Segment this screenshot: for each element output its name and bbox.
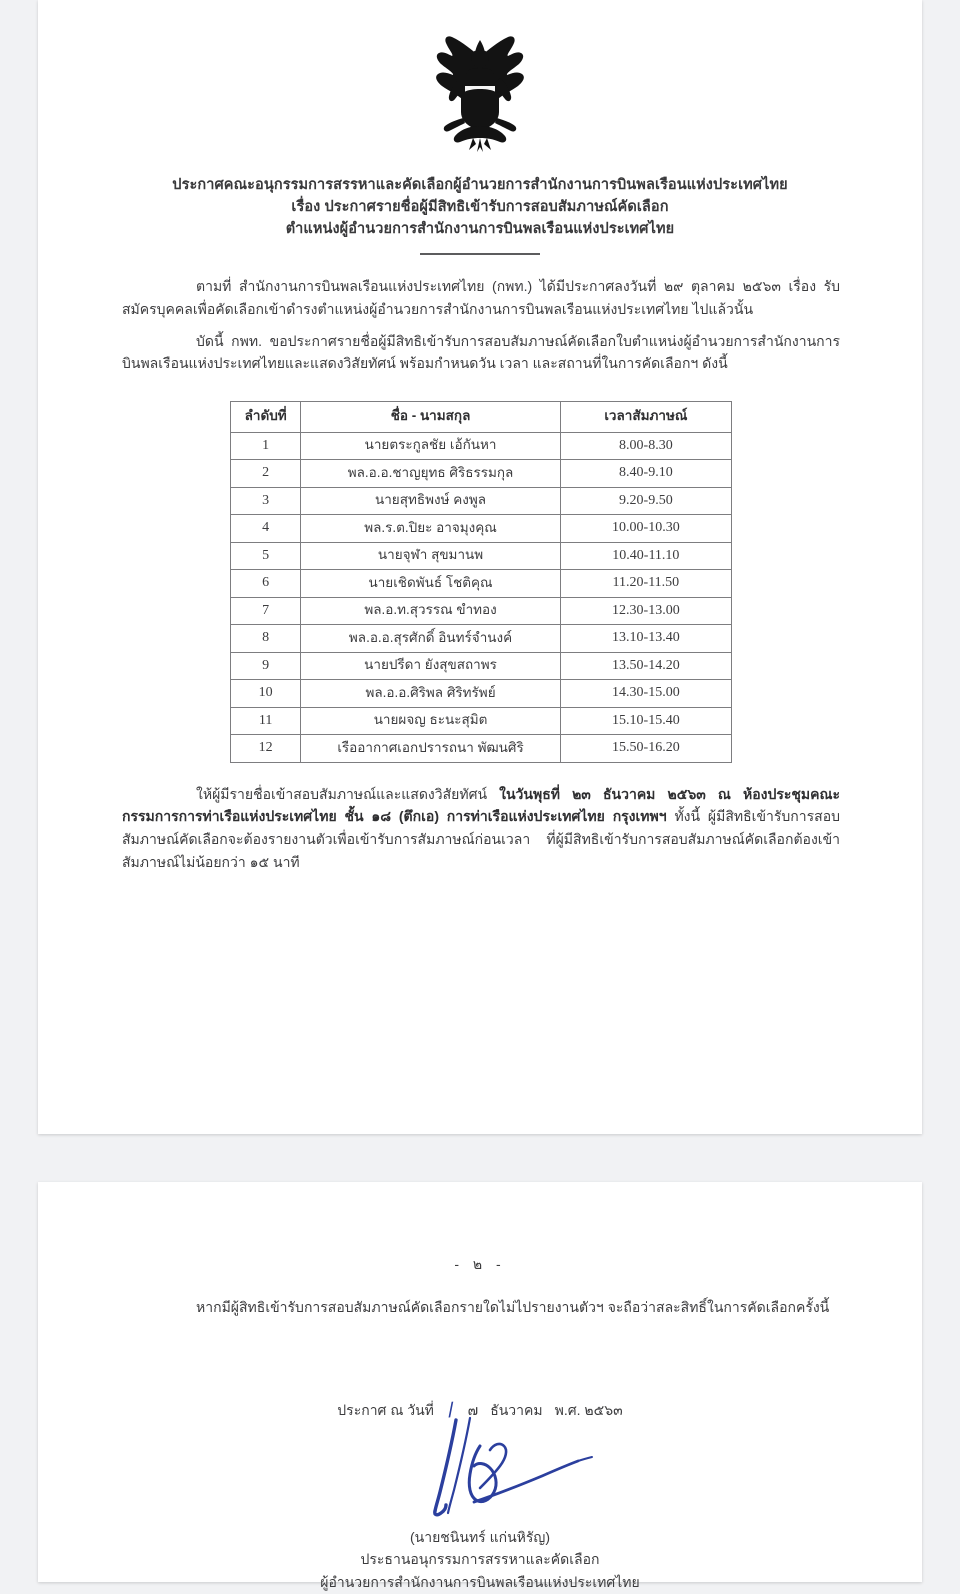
cell-no: 10 — [231, 680, 301, 708]
column-header-name: ชื่อ - นามสกุล — [301, 401, 560, 432]
paragraph-announcement — [122, 330, 840, 375]
paragraph-reference-text: ตามที่ สำนักงานการบินพลเรือนแห่งประเทศไทย (กพท.) ได้มีประกาศลงวันที่ ๒๙ ตุลาคม ๒๕๖๓ เรื่อง รับสมัครบุคคลเพื่อคัดเลือกเข้าดำรงตำแหน่งผู้อำนวยการสำนักงานการบินพลเรือนแห่งประเทศไทย ไปแล้วนั้น — [122, 278, 840, 317]
cell-time: 15.50-16.20 — [560, 735, 731, 763]
cell-time: 13.10-13.40 — [560, 625, 731, 653]
table-row — [231, 597, 732, 625]
page-separator — [0, 1134, 960, 1182]
signature-area — [38, 1422, 922, 1526]
cell-name: พล.อ.อ.สุรศักดิ์ อินทร์จำนงค์ — [301, 625, 560, 653]
interview-schedule-table — [230, 401, 732, 763]
cell-name: พล.อ.ท.สุวรรณ ขำทอง — [301, 597, 560, 625]
cell-name: นายสุทธิพงษ์ คงพูล — [301, 487, 560, 515]
handwritten-slash: / — [447, 1398, 455, 1422]
paragraph-forfeiture-text: หากมีผู้สิทธิเข้ารับการสอบสัมภาษณ์คัดเลือกรายใดไม่ไปรายงานตัวฯ จะถือว่าสละสิทธิ์ในการคัดเลือกครั้งนี้ — [196, 1299, 830, 1315]
paragraph-reference — [122, 275, 840, 320]
paragraph-venue-highlight: ในวันพุธที่ ๒๓ ธันวาคม ๒๕๖๓ ณ ห้องประชุมคณะกรรมการการท่าเรือแห่งประเทศไทย ชั้น ๑๘ (ตึกเอ) การท่าเรือแห่งประเทศไทย กรุงเทพฯ — [122, 785, 840, 825]
signer-title-1: ประธานอนุกรรมการสรรหาและคัดเลือก — [360, 1551, 600, 1568]
cell-time: 13.50-14.20 — [560, 652, 731, 680]
signature-block — [38, 1526, 922, 1594]
cell-no: 1 — [231, 432, 301, 460]
title-line-3: ตำแหน่งผู้อำนวยการสำนักงานการบินพลเรือนแห่งประเทศไทย — [285, 220, 675, 237]
table-row — [231, 680, 732, 708]
cell-name: นายเชิดพันธ์ โชติคุณ — [301, 570, 560, 598]
emblem-container — [38, 0, 922, 159]
table-row — [231, 460, 732, 488]
page-1-body — [38, 275, 922, 873]
cell-name: พล.อ.อ.ศิริพล ศิริทรัพย์ — [301, 680, 560, 708]
cell-name: พล.ร.ต.ปิยะ อาจมุงคุณ — [301, 515, 560, 543]
cell-name: นายผจญ ธะนะสุมิต — [301, 707, 560, 735]
table-row — [231, 625, 732, 653]
title-line-2: เรื่อง ประกาศรายชื่อผู้มีสิทธิเข้ารับการสอบสัมภาษณ์คัดเลือก — [291, 198, 669, 215]
table-header-row — [231, 401, 732, 432]
table-row — [231, 487, 732, 515]
cell-no: 8 — [231, 625, 301, 653]
cell-time: 14.30-15.00 — [560, 680, 731, 708]
cell-time: 9.20-9.50 — [560, 487, 731, 515]
paragraph-announcement-text: บัดนี้ กพท. ขอประกาศรายชื่อผู้มีสิทธิเข้ารับการสอบสัมภาษณ์คัดเลือกใบตำแหน่งผู้อำนวยการสำนักงานการบินพลเรือนแห่งประเทศไทยและแสดงวิสัยทัศน์ พร้อมกำหนดวัน เวลา และสถานที่ในการคัดเลือกฯ ดังนี้ — [122, 332, 840, 372]
title-divider — [420, 253, 540, 255]
column-header-time: เวลาสัมภาษณ์ — [560, 401, 731, 432]
title-line-1: ประกาศคณะอนุกรรมการสรรหาและคัดเลือกผู้อำนวยการสำนักงานการบินพลเรือนแห่งประเทศไทย — [172, 177, 788, 193]
signer-name: (นายชนินทร์ แก่นหิรัญ) — [410, 1528, 550, 1545]
table-row — [231, 570, 732, 598]
date-month: ธันวาคม — [490, 1401, 543, 1418]
paragraph-venue — [122, 783, 840, 874]
cell-time: 11.20-11.50 — [560, 570, 731, 598]
cell-name: พล.อ.อ.ชาญยุทธ ศิริธรรมกุล — [301, 460, 560, 488]
table-row — [231, 432, 732, 460]
cell-no: 12 — [231, 735, 301, 763]
cell-no: 2 — [231, 460, 301, 488]
table-row — [231, 515, 732, 543]
document-page-1 — [38, 0, 922, 1134]
table-body — [231, 432, 732, 762]
table-row — [231, 542, 732, 570]
handwritten-signature — [418, 1416, 598, 1531]
cell-no: 6 — [231, 570, 301, 598]
column-header-no: ลำดับที่ — [231, 401, 301, 432]
cell-no: 3 — [231, 487, 301, 515]
cell-name: นายตระกูลชัย เอ้กันหา — [301, 432, 560, 460]
table-row — [231, 652, 732, 680]
document-page-2 — [38, 1182, 922, 1591]
cell-no: 5 — [231, 542, 301, 570]
page-number-marker: - ๒ - — [454, 1256, 506, 1272]
cell-time: 12.30-13.00 — [560, 597, 731, 625]
paragraph-venue-lead: ให้ผู้มีรายชื่อเข้าสอบสัมภาษณ์และแสดงวิสัยทัศน์ — [196, 785, 500, 802]
paragraph-forfeiture — [122, 1296, 840, 1319]
cell-name: เรืออากาศเอกปรารถนา พัฒนศิริ — [301, 735, 560, 763]
cell-time: 15.10-15.40 — [560, 707, 731, 735]
document-title-block — [38, 175, 922, 255]
cell-time: 10.40-11.10 — [560, 542, 731, 570]
date-prefix: ประกาศ ณ วันที่ — [337, 1401, 434, 1418]
cell-name: นายปรีดา ยังสุขสถาพร — [301, 652, 560, 680]
cell-no: 7 — [231, 597, 301, 625]
page-2-body — [38, 1296, 922, 1319]
date-year-prefix: พ.ศ. — [554, 1401, 581, 1418]
table-row — [231, 707, 732, 735]
signer-title-2: ผู้อำนวยการสำนักงานการบินพลเรือนแห่งประเทศไทย — [320, 1574, 640, 1591]
interview-schedule-table-wrap — [230, 401, 732, 763]
garuda-emblem — [419, 26, 541, 154]
cell-no: 4 — [231, 515, 301, 543]
cell-no: 9 — [231, 652, 301, 680]
table-row — [231, 735, 732, 763]
cell-time: 8.40-9.10 — [560, 460, 731, 488]
date-day: ๗ — [467, 1401, 479, 1418]
cell-time: 8.00-8.30 — [560, 432, 731, 460]
cell-time: 10.00-10.30 — [560, 515, 731, 543]
date-year: ๒๕๖๓ — [584, 1401, 623, 1418]
cell-no: 11 — [231, 707, 301, 735]
paragraph-venue-tail: ทั้งนี้ ผู้มีสิทธิเข้ารับการสอบสัมภาษณ์คัดเลือกจะต้องรายงานตัวเพื่อเข้ารับการสัมภาษณ์ก่อนเวลา ที่ผู้มีสิทธิเข้ารับการสอบสัมภาษณ์คัดเลือกต้องเข้าสัมภาษณ์ไม่น้อยกว่า ๑๕ นาที — [122, 808, 840, 870]
cell-name: นายจุฬา สุขมานพ — [301, 542, 560, 570]
